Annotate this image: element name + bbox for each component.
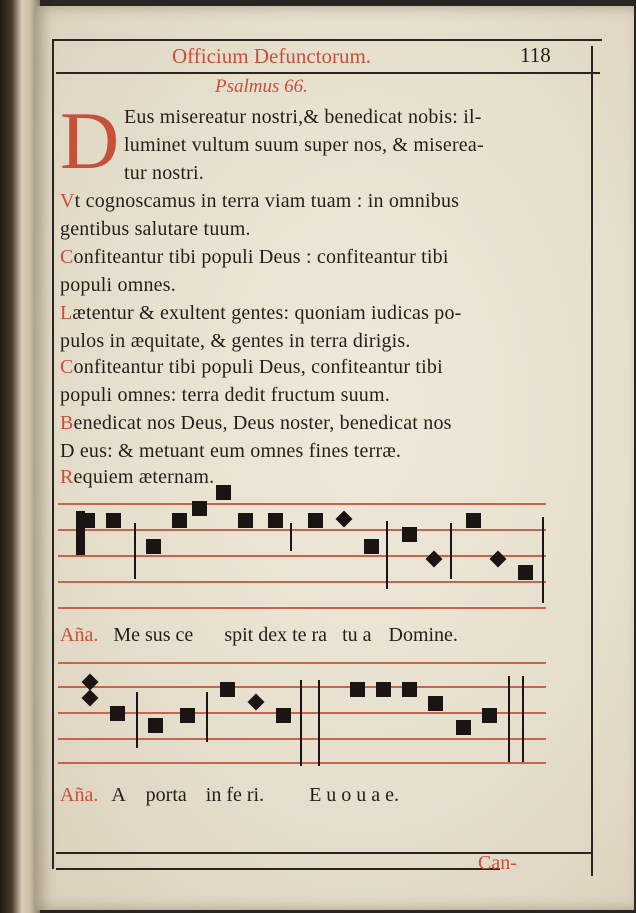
note-diamond [426,551,443,568]
bar-line [136,692,138,748]
bar-line [206,692,208,742]
note-square [110,706,125,721]
staff-line [58,762,546,764]
page-number: 118 [520,43,551,67]
footer-rule [56,868,500,870]
bar-line [134,523,136,579]
running-head: Officium Defunctorum. [172,44,372,68]
note-diamond [336,511,353,528]
note-square [192,501,207,516]
note-square [518,565,533,580]
bar-line [542,517,544,603]
note-square [80,513,95,528]
antiphon-1-lyrics: Aña. Me sus ce spit dex te ra tu a Domine. [60,624,458,646]
bar-line [508,676,510,762]
music-staff-2 [58,662,546,770]
text-line: D eus: & metuant eum omnes fines terræ. [60,440,402,462]
note-square [350,682,365,697]
text-line: pulos in æquitate, & gentes in terra dirigis. [60,330,411,352]
note-square [148,718,163,733]
note-diamond [248,694,265,711]
bar-line [318,680,320,766]
note-square [308,513,323,528]
text-line: tur nostri. [124,162,204,184]
staff-line [58,686,546,688]
text-line: Vt cognoscamus in terra viam tuam : in omnibus [60,190,460,212]
note-square [238,513,253,528]
staff-line [58,529,546,531]
bar-line [450,523,452,579]
note-square [456,720,471,735]
note-square [146,539,161,554]
staff-line [58,581,546,583]
top-rule [52,39,602,41]
note-square [268,513,283,528]
text-line: populi omnes: terra dedit fructum suum. [60,384,390,406]
bar-line [290,523,292,551]
note-square [172,513,187,528]
left-rule [52,39,54,869]
text-line: Confiteantur tibi populi Deus : confiteantur tibi [60,246,449,268]
text-line: Benedicat nos Deus, Deus noster, benedicat nos [60,412,452,434]
drop-cap: D [60,95,120,186]
note-square [180,708,195,723]
staff-line [58,738,546,740]
note-square [220,682,235,697]
catchword: Can- [478,852,517,874]
note-square [466,513,481,528]
bar-line [386,521,388,589]
note-square [106,513,121,528]
note-square [364,539,379,554]
staff-line [58,662,546,664]
antiphon-2-lyrics: Aña. A porta in fe ri. E u o u a e. [60,784,400,806]
note-diamond [490,551,507,568]
staff-line [58,712,546,714]
note-square [276,708,291,723]
text-line: Confiteantur tibi populi Deus, confiteantur tibi [60,356,443,378]
right-rule [591,46,593,876]
text-line: populi omnes. [60,274,176,296]
note-square [482,708,497,723]
note-diamond [82,690,99,707]
note-square [376,682,391,697]
note-square [216,485,231,500]
text-line: luminet vultum suum super nos, & miserea- [124,134,484,156]
text-line: Eus misereatur nostri,& benedicat nobis: il- [124,106,482,128]
psalm-title: Psalmus 66. [215,76,308,97]
staff-line [58,607,546,609]
note-square [402,527,417,542]
bar-line [522,676,524,762]
note-square [428,696,443,711]
bar-line [300,680,302,766]
text-line: Lætentur & exultent gentes: quoniam iudicas po- [60,302,462,324]
staff-line [58,555,546,557]
header-rule [56,72,600,74]
text-line: Requiem æternam. [60,466,215,488]
staff-line [58,503,546,505]
music-staff-1 [58,503,546,613]
text-line: gentibus salutare tuum. [60,218,251,240]
note-square [402,682,417,697]
